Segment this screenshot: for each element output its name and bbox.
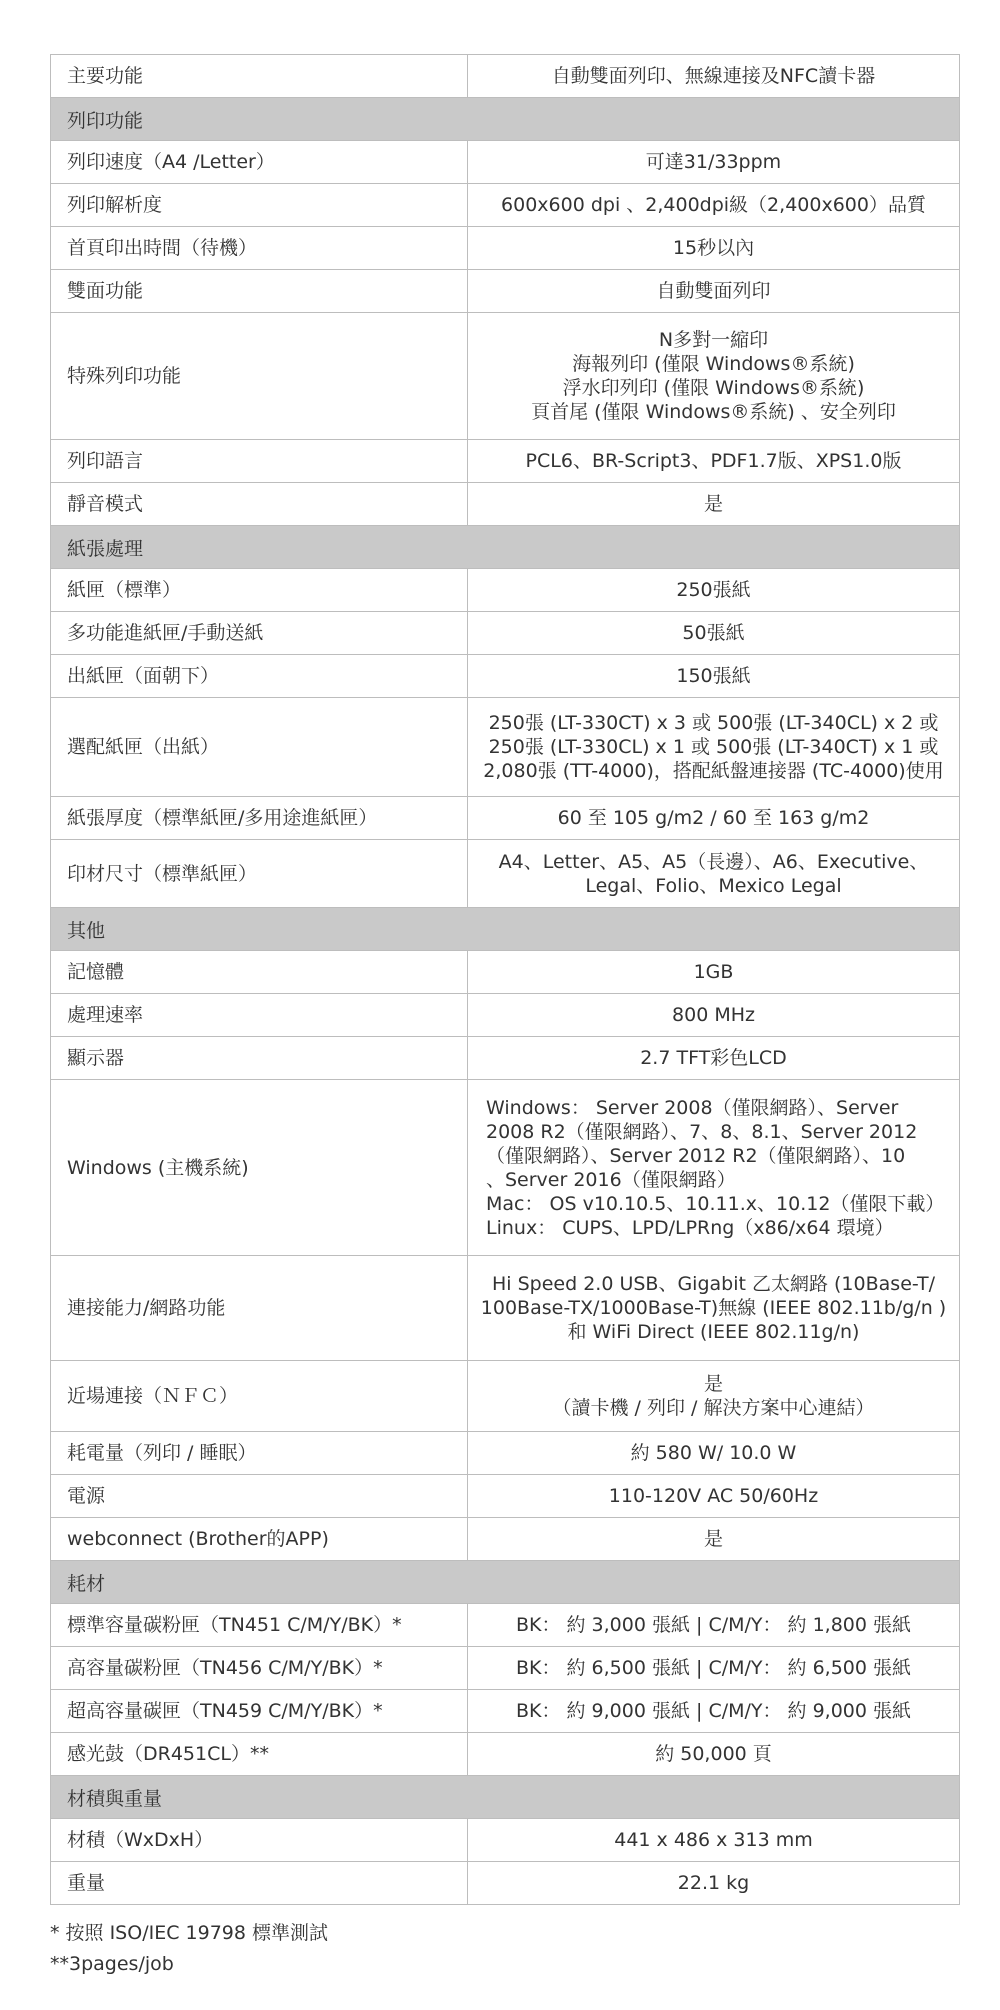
spec-label: 電源 [51, 1475, 468, 1518]
spec-label: 近場連接（ＮＦＣ） [51, 1361, 468, 1432]
spec-value [468, 1080, 960, 1256]
spec-label: 主要功能 [51, 55, 468, 98]
spec-label: 列印語言 [51, 440, 468, 483]
spec-label: 材積（WxDxH） [51, 1819, 468, 1862]
spec-label: 印材尺寸（標準紙匣） [51, 840, 468, 908]
spec-value [468, 1037, 960, 1080]
spec-label: Windows (主機系統) [51, 1080, 468, 1256]
spec-value-line: 15秒以內 [672, 237, 755, 259]
spec-row [51, 1080, 960, 1256]
spec-value-line: 60 至 105 g/m2 / 60 至 163 g/m2 [557, 807, 870, 829]
section-title: 其他 [51, 908, 960, 951]
spec-value [468, 797, 960, 840]
spec-value-line: 是 [703, 1373, 723, 1395]
spec-value-line: （讀卡機 / 列印 / 解決方案中心連結） [552, 1397, 875, 1419]
spec-value-line: 2,080張 (TT-4000)，搭配紙盤連接器 (TC-4000)使用 [483, 760, 944, 782]
spec-row [51, 1037, 960, 1080]
spec-value-line: 250張 (LT-330CT) x 3 或 500張 (LT-340CL) x 2 或 [488, 712, 939, 734]
spec-value-line: 2008 R2（僅限網路）、7、8、8.1、Server 2012 [486, 1120, 918, 1143]
spec-row [51, 698, 960, 797]
spec-row [51, 227, 960, 270]
spec-row [51, 55, 960, 98]
spec-value-line: （僅限網路）、Server 2012 R2（僅限網路）、10 [486, 1144, 906, 1167]
spec-value-line: 600x600 dpi 、2,400dpi級（2,400x600）品質 [501, 194, 926, 216]
spec-value-line: 250張紙 [676, 579, 751, 601]
section-header [51, 1776, 960, 1819]
spec-row [51, 1432, 960, 1475]
spec-value-line: 約 50,000 頁 [655, 1743, 772, 1765]
spec-row [51, 1819, 960, 1862]
spec-value-line: N多對一縮印 [658, 329, 769, 351]
spec-row [51, 270, 960, 313]
spec-value [468, 1733, 960, 1776]
section-title: 列印功能 [51, 98, 960, 141]
spec-row [51, 994, 960, 1037]
spec-value [468, 1604, 960, 1647]
spec-label: 標準容量碳粉匣（TN451 C/M/Y/BK）* [51, 1604, 468, 1647]
spec-value-line: 是 [703, 1528, 723, 1550]
spec-row [51, 1361, 960, 1432]
spec-label: 記憶體 [51, 951, 468, 994]
spec-row [51, 1475, 960, 1518]
spec-value-line: Windows： Server 2008（僅限網路）、Server [486, 1096, 899, 1119]
spec-label: 雙面功能 [51, 270, 468, 313]
spec-value [468, 1256, 960, 1361]
spec-row [51, 184, 960, 227]
spec-value-line: 2.7 TFT彩色LCD [640, 1047, 787, 1069]
spec-label: 列印解析度 [51, 184, 468, 227]
spec-value [468, 1432, 960, 1475]
spec-value-line: 22.1 kg [677, 1872, 750, 1894]
section-title: 材積與重量 [51, 1776, 960, 1819]
spec-label: webconnect (Brother的APP) [51, 1518, 468, 1561]
spec-value-line: 約 580 W/ 10.0 W [630, 1442, 797, 1464]
spec-value-line: Mac： OS v10.10.5、10.11.x、10.12（僅限下載） [486, 1192, 945, 1215]
spec-value [468, 1518, 960, 1561]
spec-row [51, 612, 960, 655]
spec-value-line: 和 WiFi Direct (IEEE 802.11g/n) [567, 1321, 860, 1343]
spec-value [468, 184, 960, 227]
spec-value-line: 自動雙面列印、無線連接及NFC讀卡器 [551, 65, 876, 87]
spec-row [51, 1518, 960, 1561]
spec-value-line: 110-120V AC 50/60Hz [608, 1485, 819, 1507]
spec-value [468, 1475, 960, 1518]
spec-value [468, 1819, 960, 1862]
spec-row [51, 1862, 960, 1905]
spec-label: 感光鼓（DR451CL）** [51, 1733, 468, 1776]
spec-value-line: BK： 約 3,000 張紙 | C/M/Y： 約 1,800 張紙 [515, 1614, 912, 1636]
spec-value [468, 1862, 960, 1905]
spec-label: 出紙匣（面朝下） [51, 655, 468, 698]
spec-value-line: 150張紙 [676, 665, 751, 687]
spec-row [51, 797, 960, 840]
spec-row [51, 655, 960, 698]
section-title: 耗材 [51, 1561, 960, 1604]
spec-label: 連接能力/網路功能 [51, 1256, 468, 1361]
spec-value-line: A4、Letter、A5、A5（長邊）、A6、Executive、 [498, 850, 929, 873]
footnotes [50, 1918, 328, 1980]
spec-value-line: 800 MHz [672, 1004, 755, 1026]
spec-label: 顯示器 [51, 1037, 468, 1080]
spec-label: 超高容量碳匣（TN459 C/M/Y/BK）* [51, 1690, 468, 1733]
spec-value-line: Linux： CUPS、LPD/LPRng（x86/x64 環境） [486, 1216, 894, 1239]
spec-value-line: 是 [703, 493, 723, 515]
spec-row [51, 141, 960, 184]
spec-row [51, 483, 960, 526]
spec-label: 靜音模式 [51, 483, 468, 526]
spec-value [468, 569, 960, 612]
spec-value [468, 313, 960, 440]
spec-row [51, 440, 960, 483]
spec-value-line: 100Base-TX/1000Base-T)無線 (IEEE 802.11b/g/n ) [480, 1297, 947, 1319]
spec-label: 多功能進紙匣/手動送紙 [51, 612, 468, 655]
spec-label: 選配紙匣（出紙） [51, 698, 468, 797]
spec-label: 紙匣（標準） [51, 569, 468, 612]
spec-label: 特殊列印功能 [51, 313, 468, 440]
spec-row [51, 1647, 960, 1690]
spec-value [468, 55, 960, 98]
spec-value [468, 655, 960, 698]
spec-label: 紙張厚度（標準紙匣/多用途進紙匣） [51, 797, 468, 840]
spec-value [468, 1361, 960, 1432]
section-header [51, 908, 960, 951]
spec-label: 列印速度（A4 /Letter） [51, 141, 468, 184]
footnote-iso: * 按照 ISO/IEC 19798 標準測試 [50, 1922, 328, 1944]
spec-table [50, 54, 960, 1905]
spec-row [51, 1604, 960, 1647]
spec-label: 重量 [51, 1862, 468, 1905]
spec-value [468, 994, 960, 1037]
spec-value-line: 頁首尾 (僅限 Windows®系統) 、安全列印 [531, 401, 896, 423]
spec-value-line: 441 x 486 x 313 mm [614, 1829, 813, 1851]
spec-label: 處理速率 [51, 994, 468, 1037]
spec-row [51, 569, 960, 612]
spec-value [468, 612, 960, 655]
spec-row [51, 951, 960, 994]
spec-value-line: 1GB [693, 961, 734, 983]
spec-value-line: 可達31/33ppm [645, 151, 782, 173]
section-title: 紙張處理 [51, 526, 960, 569]
footnote-pages: **3pages/job [50, 1953, 174, 1975]
spec-value-line: BK： 約 9,000 張紙 | C/M/Y： 約 9,000 張紙 [515, 1700, 912, 1722]
spec-value [468, 227, 960, 270]
spec-label: 首頁印出時間（待機） [51, 227, 468, 270]
spec-value-line: 、Server 2016（僅限網路） [486, 1168, 736, 1191]
section-header [51, 526, 960, 569]
spec-value-line: 50張紙 [682, 622, 745, 644]
section-header [51, 98, 960, 141]
spec-row [51, 313, 960, 440]
spec-value-line: Hi Speed 2.0 USB、Gigabit 乙太網路 (10Base-T/ [491, 1273, 935, 1295]
spec-value [468, 951, 960, 994]
spec-value [468, 440, 960, 483]
section-header [51, 1561, 960, 1604]
spec-value-line: BK： 約 6,500 張紙 | C/M/Y： 約 6,500 張紙 [515, 1657, 912, 1679]
spec-row [51, 840, 960, 908]
spec-value-line: 浮水印列印 (僅限 Windows®系統) [562, 377, 865, 399]
spec-row [51, 1690, 960, 1733]
spec-label: 高容量碳粉匣（TN456 C/M/Y/BK）* [51, 1647, 468, 1690]
spec-value-line: Legal、Folio、Mexico Legal [585, 874, 842, 897]
spec-value [468, 483, 960, 526]
spec-value-line: 250張 (LT-330CL) x 1 或 500張 (LT-340CT) x 1 或 [488, 736, 939, 758]
spec-label: 耗電量（列印 / 睡眠） [51, 1432, 468, 1475]
spec-row [51, 1256, 960, 1361]
spec-value [468, 698, 960, 797]
spec-row [51, 1733, 960, 1776]
spec-value [468, 141, 960, 184]
spec-value-line: 海報列印 (僅限 Windows®系統) [572, 353, 855, 375]
spec-value [468, 1690, 960, 1733]
spec-value [468, 1647, 960, 1690]
spec-value-line: 自動雙面列印 [656, 280, 771, 302]
spec-value [468, 270, 960, 313]
spec-value [468, 840, 960, 908]
spec-value-line: PCL6、BR-Script3、PDF1.7版、XPS1.0版 [525, 450, 902, 472]
